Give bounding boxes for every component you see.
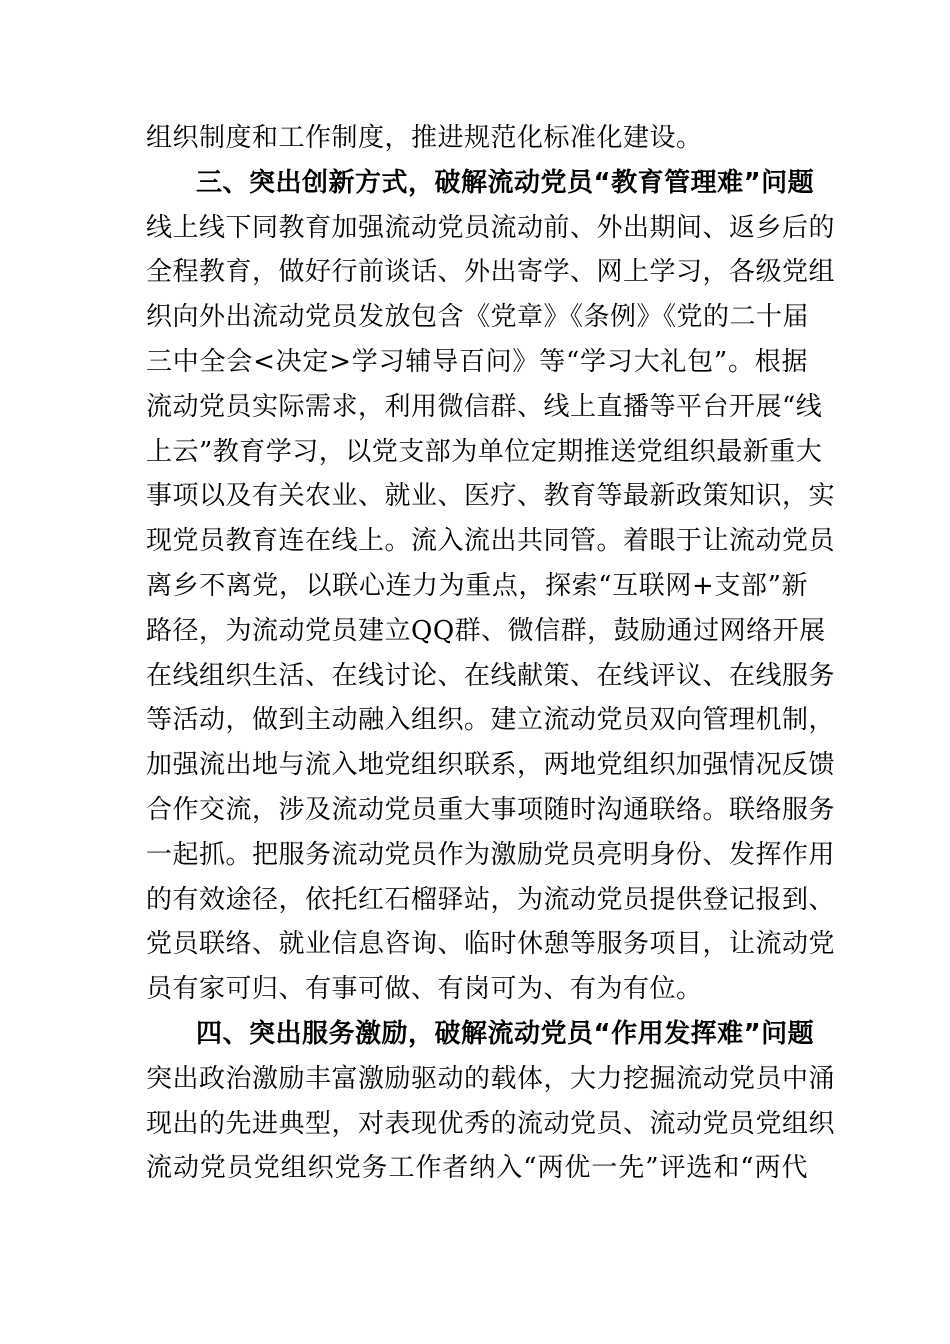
paragraph-line: 突出政治激励丰富激励驱动的载体，大力挖掘流动党员中涌 bbox=[146, 1063, 836, 1094]
section-heading-3: 三、突出创新方式，破解流动党员“教育管理难”问题 bbox=[196, 167, 815, 198]
paragraph-line: 加强流出地与流入地党组织联系，两地党组织加强情况反馈 bbox=[146, 750, 836, 781]
paragraph-line: 织向外出流动党员发放包含《党章》《条例》《党的二十届 bbox=[146, 302, 810, 333]
paragraph-line: 离乡不离党，以联心连力为重点，探索“互联网+支部”新 bbox=[146, 570, 808, 601]
paragraph-line: 一起抓。把服务流动党员作为激励党员亮明身份、发挥作用 bbox=[146, 839, 836, 870]
section-3-paragraph bbox=[146, 206, 836, 1012]
paragraph-line: 流动党员实际需求，利用微信群、线上直播等平台开展“线 bbox=[146, 391, 823, 422]
paragraph-line: 路径，为流动党员建立QQ群、微信群，鼓励通过网络开展 bbox=[146, 615, 826, 646]
document-body bbox=[146, 116, 836, 1191]
paragraph-line: 流动党员党组织党务工作者纳入“两优一先”评选和“两代 bbox=[146, 1153, 808, 1184]
paragraph-line: 党员联络、就业信息咨询、临时休憩等服务项目，让流动党 bbox=[146, 929, 836, 960]
paragraph-line: 上云”教育学习，以党支部为单位定期推送党组织最新重大 bbox=[146, 436, 823, 467]
paragraph-line: 合作交流，涉及流动党员重大事项随时沟通联络。联络服务 bbox=[146, 794, 836, 825]
section-4-paragraph bbox=[146, 1057, 836, 1191]
paragraph-line: 等活动，做到主动融入组织。建立流动党员双向管理机制， bbox=[146, 705, 836, 736]
paragraph-line: 员有家可归、有事可做、有岗可为、有为有位。 bbox=[146, 974, 703, 1005]
paragraph-line: 在线组织生活、在线讨论、在线献策、在线评议、在线服务 bbox=[146, 660, 836, 691]
paragraph-line: 事项以及有关农业、就业、医疗、教育等最新政策知识，实 bbox=[146, 481, 836, 512]
paragraph-line: 线上线下同教育加强流动党员流动前、外出期间、返乡后的 bbox=[146, 212, 836, 243]
paragraph-line: 全程教育，做好行前谈话、外出寄学、网上学习，各级党组 bbox=[146, 257, 836, 288]
paragraph-line: 现出的先进典型，对表现优秀的流动党员、流动党员党组织 bbox=[146, 1108, 836, 1139]
paragraph-line: 的有效途径，依托红石榴驿站，为流动党员提供登记报到、 bbox=[146, 884, 836, 915]
section-heading-4: 四、突出服务激励，破解流动党员“作用发挥难”问题 bbox=[196, 1018, 815, 1049]
paragraph-line: 三中全会<决定>学习辅导百问》等“学习大礼包”。根据 bbox=[146, 346, 808, 377]
paragraph-line: 组织制度和工作制度，推进规范化标准化建设。 bbox=[146, 123, 703, 153]
paragraph-line: 现党员教育连在线上。流入流出共同管。着眼于让流动党员 bbox=[146, 526, 836, 557]
